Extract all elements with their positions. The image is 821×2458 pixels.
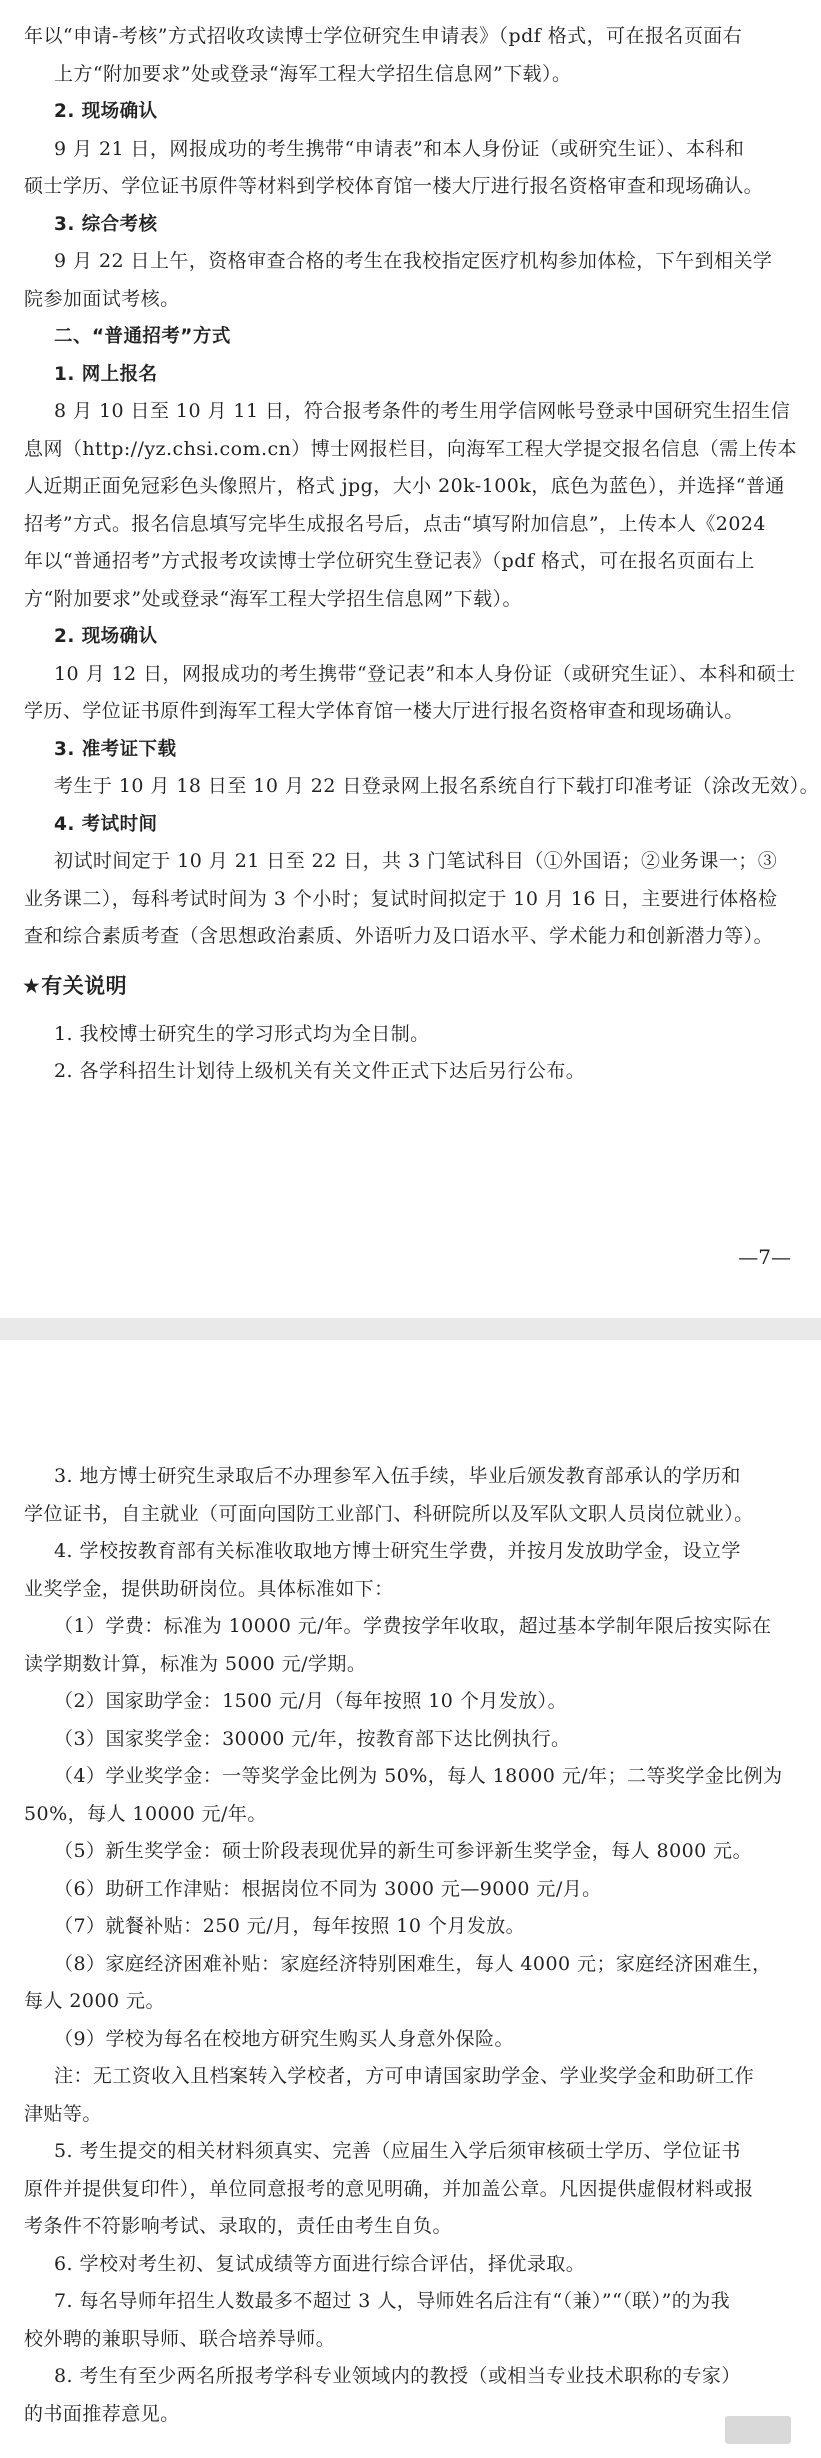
text-line: 9 月 22 日上午，资格审查合格的考生在我校指定医疗机构参加体检，下午到相关学 — [54, 250, 773, 272]
text-line: 的书面推荐意见。 — [24, 2402, 180, 2425]
text-line: 6. 学校对考生初、复试成绩等方面进行综合评估，择优录取。 — [54, 2252, 586, 2275]
text-line: 注：无工资收入且档案转入学校者，方可申请国家助学金、学业奖学金和助研工作 — [54, 2065, 755, 2087]
watermark-logo — [725, 2416, 791, 2444]
text-line: 9 月 21 日，网报成功的考生携带“申请表”和本人身份证（或研究生证）、本科和 — [54, 137, 745, 160]
text-line: 每人 2000 元。 — [24, 1990, 165, 2012]
text-line: 学历、学位证书原件到海军工程大学体育馆一楼大厅进行报名资格审查和现场确认。 — [24, 700, 744, 722]
page-number: —7— — [738, 1245, 791, 1269]
text-line: 津贴等。 — [24, 2102, 102, 2125]
text-line: （1）学费：标准为 10000 元/年。学费按学年收取，超过基本学制年限后按实际在 — [54, 1615, 772, 1637]
text-line: 学位证书，自主就业（可面向国防工业部门、科研院所以及军队文职人员岗位就业）。 — [24, 1502, 754, 1525]
notes-section-title: ★有关说明 — [22, 973, 128, 998]
text-line: 8 月 10 日至 10 月 11 日，符合报考条件的考生用学信网帐号登录中国研究生招生信 — [54, 400, 791, 422]
document-page-8 — [0, 1340, 821, 2458]
text-line: 息网（http://yz.chsi.com.cn）博士网报栏目，向海军工程大学提交报名信息（需上传本 — [24, 437, 797, 460]
text-line: 读学期数计算，标准为 5000 元/学期。 — [24, 1652, 367, 1675]
page-8-text — [0, 1458, 821, 2433]
text-line: （3）国家奖学金：30000 元/年，按教育部下达比例执行。 — [54, 1727, 571, 1750]
subheading: 1. 网上报名 — [54, 363, 158, 385]
text-line: （4）学业奖学金：一等奖学金比例为 50%，每人 18000 元/年；二等奖学金比例为 — [54, 1765, 783, 1787]
text-line: 方“附加要求”处或登录“海军工程大学招生信息网”下载）。 — [24, 587, 522, 610]
text-line: （9）学校为每名在校地方研究生购买人身意外保险。 — [54, 2027, 514, 2050]
text-line: 4. 学校按教育部有关标准收取地方博士研究生学费，并按月发放助学金，设立学 — [54, 1540, 741, 1562]
text-line: 院参加面试考核。 — [24, 287, 180, 310]
text-line: 7. 每名导师年招生人数最多不超过 3 人，导师姓名后注有“（兼）”“（联）”的为我 — [54, 2290, 731, 2312]
subheading: 3. 准考证下载 — [54, 738, 177, 760]
text-line: 考生于 10 月 18 日至 10 月 22 日登录网上报名系统自行下载打印准考证（涂改无效）。 — [54, 775, 820, 797]
text-line: 年以“申请-考核”方式招收攻读博士学位研究生申请表》（pdf 格式，可在报名页面右 — [24, 25, 743, 47]
text-line: （2）国家助学金：1500 元/月（每年按照 10 个月发放）。 — [54, 1690, 568, 1712]
text-line: 硕士学历、学位证书原件等材料到学校体育馆一楼大厅进行报名资格审查和现场确认。 — [24, 175, 764, 197]
text-line: 上方“附加要求”处或登录“海军工程大学招生信息网”下载）。 — [54, 62, 572, 85]
text-line: 查和综合素质考查（含思想政治素质、外语听力及口语水平、学术能力和创新潜力等）。 — [24, 925, 774, 947]
text-line: 初试时间定于 10 月 21 日至 22 日，共 3 门笔试科目（①外国语；②业务课一；③ — [54, 850, 778, 872]
text-line: 原件并提供复印件），单位同意报考的意见明确，并加盖公章。凡因提供虚假材料或报 — [24, 2177, 754, 2200]
text-line: （6）助研工作津贴：根据岗位不同为 3000 元—9000 元/月。 — [54, 1877, 602, 1900]
text-line: 50%，每人 10000 元/年。 — [24, 1802, 267, 1825]
subheading: 4. 考试时间 — [54, 813, 158, 835]
subheading: 3. 综合考核 — [54, 213, 158, 235]
text-line: 业奖学金，提供助研岗位。具体标准如下： — [24, 1577, 394, 1600]
subheading: 2. 现场确认 — [54, 101, 158, 122]
text-line: 校外聘的兼职导师、联合培养导师。 — [24, 2327, 336, 2350]
note-item: 1. 我校博士研究生的学习形式均为全日制。 — [54, 1022, 430, 1045]
text-line: 5. 考生提交的相关材料须真实、完善（应届生入学后须审核硕士学历、学位证书 — [54, 2140, 741, 2162]
text-line: 年以“普通招考”方式报考攻读博士学位研究生登记表》（pdf 格式，可在报名页面右上 — [24, 550, 755, 572]
subheading: 2. 现场确认 — [54, 626, 158, 647]
text-line: （8）家庭经济困难补贴：家庭经济特别困难生，每人 4000 元；家庭经济困难生， — [54, 1952, 772, 1975]
page-separator — [0, 1318, 821, 1340]
text-line: 招考”方式。报名信息填写完毕生成报名号后，点击“填写附加信息”，上传本人《2024 — [24, 512, 766, 535]
page-7-text — [0, 18, 821, 1091]
text-line: 人近期正面免冠彩色头像照片，格式 jpg，大小 20k-100k，底色为蓝色），并选择“普通 — [24, 475, 785, 497]
text-line: （5）新生奖学金：硕士阶段表现优异的新生可参评新生奖学金，每人 8000 元。 — [54, 1840, 753, 1862]
section-heading: 二、“普通招考”方式 — [54, 326, 231, 347]
text-line: 8. 考生有至少两名所报考学科专业领域内的教授（或相当专业技术职称的专家） — [54, 2365, 741, 2387]
text-line: 3. 地方博士研究生录取后不办理参军入伍手续，毕业后颁发教育部承认的学历和 — [54, 1465, 741, 1487]
text-line: （7）就餐补贴：250 元/月，每年按照 10 个月发放。 — [54, 1915, 526, 1937]
text-line: 10 月 12 日，网报成功的考生携带“登记表”和本人身份证（或研究生证）、本科和硕士 — [54, 662, 796, 685]
note-item: 2. 各学科招生计划待上级机关有关文件正式下达后另行公布。 — [54, 1060, 586, 1082]
text-line: 业务课二），每科考试时间为 3 个小时；复试时间拟定于 10 月 16 日，主要进行体格检 — [24, 887, 778, 910]
text-line: 考条件不符影响考试、录取的，责任由考生自负。 — [24, 2215, 452, 2237]
